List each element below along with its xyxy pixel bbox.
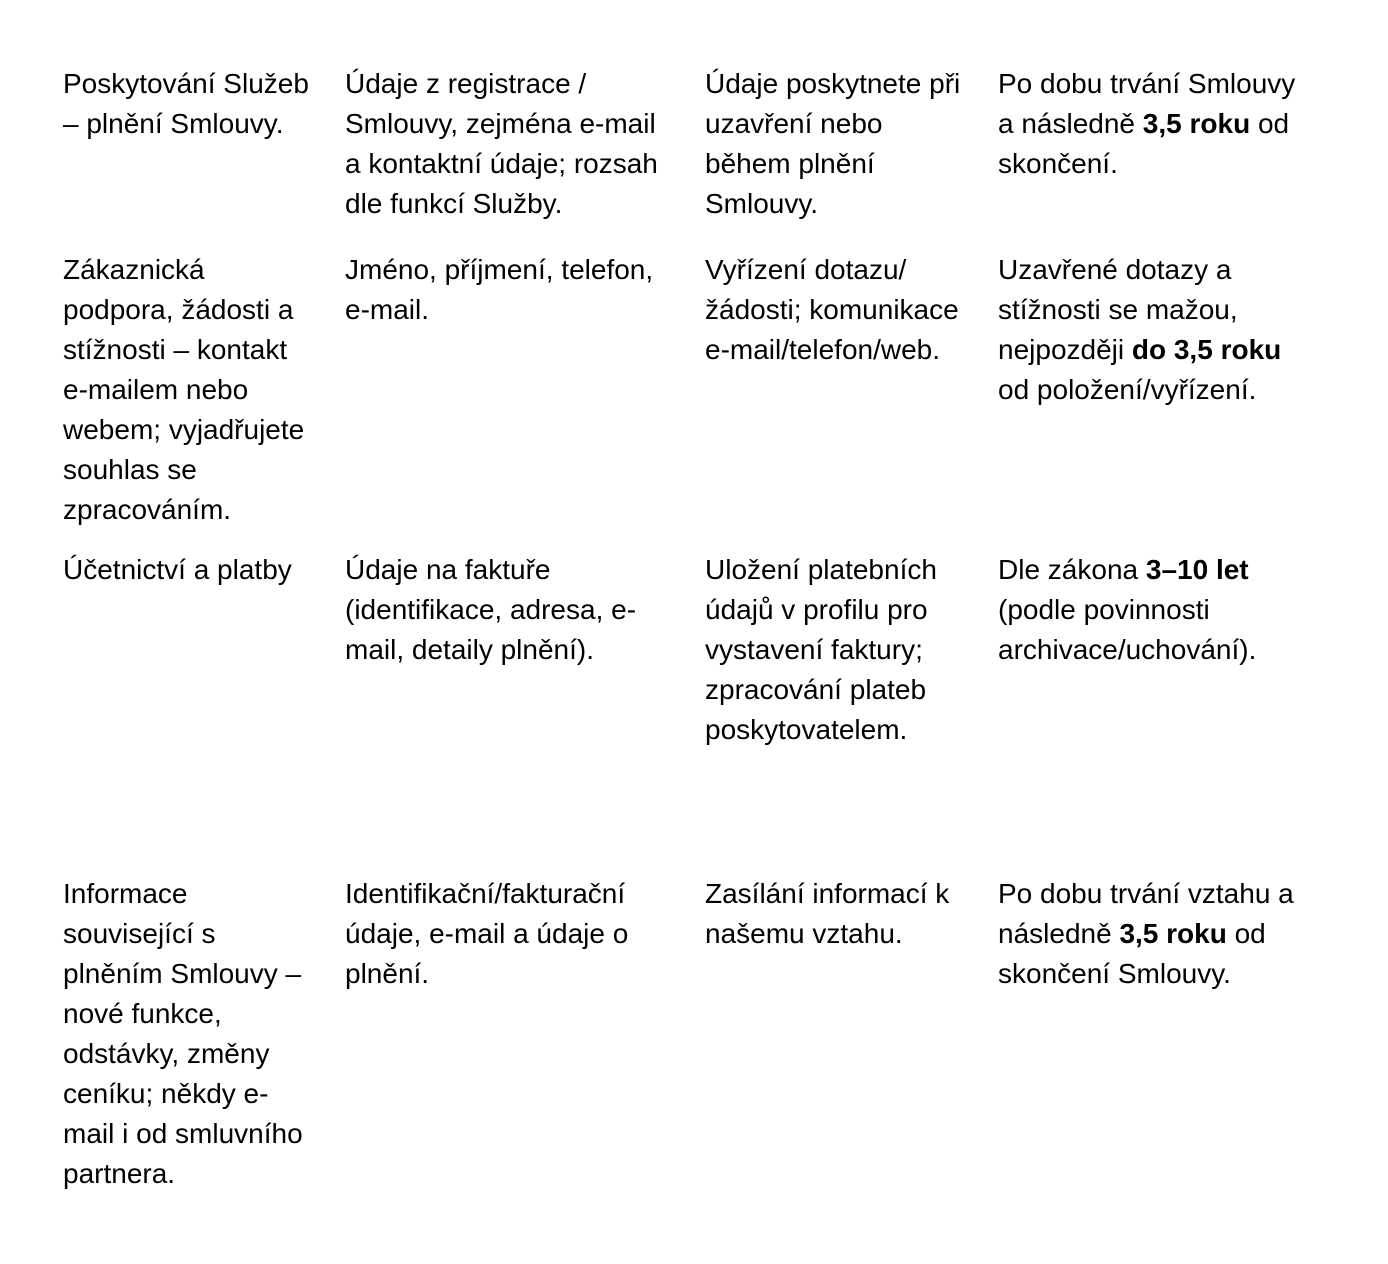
table-row bbox=[63, 550, 1358, 874]
text-segment: od skončení Smlouvy. bbox=[998, 918, 1266, 989]
source-reason-cell bbox=[705, 550, 968, 750]
text-segment: Po dobu trvání vztahu a následně bbox=[998, 878, 1294, 949]
text-segment: Zákaznická podpora, žádosti a stížnosti – kontakt e-mailem nebo webem; vyjadřujete souhlas se zpracováním. bbox=[63, 254, 305, 525]
data-scope-cell bbox=[345, 550, 675, 670]
purpose-cell bbox=[63, 550, 315, 590]
purpose-cell bbox=[63, 64, 315, 144]
text-segment: Uložení platebních údajů v profilu pro vystavení faktury; zpracování plateb poskytovatelem. bbox=[705, 554, 937, 745]
text-segment: Jméno, příjmení, telefon, e-mail. bbox=[345, 254, 654, 325]
retention-cell bbox=[998, 250, 1298, 410]
text-segment: (podle povinnosti archivace/uchování). bbox=[998, 594, 1257, 665]
text-segment: Účetnictví a platby bbox=[63, 554, 292, 585]
text-segment: Vyřízení dotazu/žádosti; komunikace e-mail/telefon/web. bbox=[705, 254, 959, 365]
text-segment: Informace související s plněním Smlouvy – nové funkce, odstávky, změny ceníku; někdy e-mail i od smluvního partnera. bbox=[63, 878, 303, 1189]
text-segment: Uzavřené dotazy a stížnosti se mažou, nejpozději bbox=[998, 254, 1238, 365]
retention-cell bbox=[998, 874, 1298, 994]
text-segment: Po dobu trvání Smlouvy a následně bbox=[998, 68, 1296, 139]
text-segment: Poskytování Služeb – plnění Smlouvy. bbox=[63, 68, 309, 139]
text-segment: Údaje z registrace / Smlouvy, zejména e-mail a kontaktní údaje; rozsah dle funkcí Služby. bbox=[345, 68, 658, 219]
text-segment: od položení/vyřízení. bbox=[998, 374, 1257, 405]
bold-text-segment: 3–10 let bbox=[1145, 554, 1249, 585]
table-row bbox=[63, 64, 1358, 250]
bold-text-segment: 3,5 roku bbox=[1142, 108, 1251, 139]
data-processing-table bbox=[63, 64, 1358, 1234]
bold-text-segment: do 3,5 roku bbox=[1131, 334, 1282, 365]
table-row bbox=[63, 250, 1358, 550]
source-reason-cell bbox=[705, 64, 968, 224]
purpose-cell bbox=[63, 250, 315, 530]
data-scope-cell bbox=[345, 64, 675, 224]
data-scope-cell bbox=[345, 874, 675, 994]
text-segment: Dle zákona bbox=[998, 554, 1146, 585]
source-reason-cell bbox=[705, 250, 968, 370]
bold-text-segment: 3,5 roku bbox=[1119, 918, 1227, 949]
purpose-cell bbox=[63, 874, 315, 1194]
text-segment: Údaje na faktuře (identifikace, adresa, e-mail, detaily plnění). bbox=[345, 554, 637, 665]
retention-cell bbox=[998, 550, 1298, 670]
source-reason-cell bbox=[705, 874, 968, 954]
text-segment: Údaje poskytnete při uzavření nebo během plnění Smlouvy. bbox=[705, 68, 961, 219]
table-row bbox=[63, 874, 1358, 1234]
text-segment: od skončení. bbox=[998, 108, 1290, 179]
data-scope-cell bbox=[345, 250, 675, 330]
text-segment: Identifikační/fakturační údaje, e-mail a údaje o plnění. bbox=[345, 878, 629, 989]
retention-cell bbox=[998, 64, 1298, 184]
text-segment: Zasílání informací k našemu vztahu. bbox=[705, 878, 950, 949]
